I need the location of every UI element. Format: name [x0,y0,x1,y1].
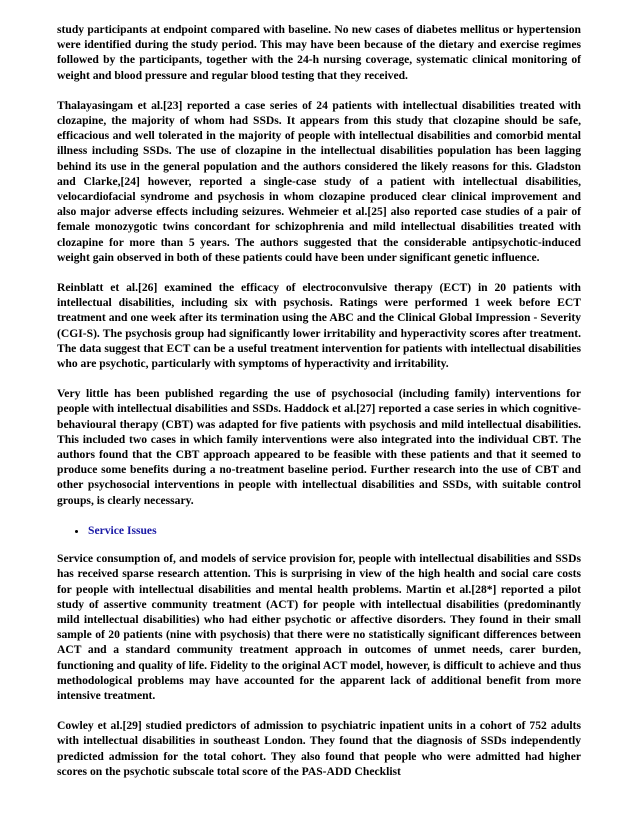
paragraph-ect: Reinblatt et al.[26] examined the efficacy of electroconvulsive therapy (ECT) in 20 patients with intellectual disabilities, including six with psychosis. Ratings were performed 1 week before ECT treatment and one week after its termination using the ABC and the Clinical Global Impression - Severity (CGI-S). The psychosis group had significantly lower irritability and hyperactivity scores after treatment. The data suggest that ECT can be a useful treatment intervention for patients with intellectual disabilities who are psychotic, particularly with symptoms of hyperactivity and irritability. [57,281,581,371]
paragraph-service-consumption: Service consumption of, and models of service provision for, people with intellectual disabilities and SSDs has received sparse research attention. This is surprising in view of the high health and social care costs for people with intellectual disabilities and mental health problems. Martin et al.[28*] reported a pilot study of assertive community treatment (ACT) for people with intellectual disabilities (predominantly mild intellectual disabilities) who had either psychotic or affective disorders. They found in their small sample of 20 patients (nine with psychosis) that there were no statistically significant differences between ACT and a standard community treatment approach in outcomes of unmet needs, carer burden, functioning and quality of life. Fidelity to the original ACT model, however, is difficult to achieve and thus methodological problems may have accounted for the apparent lack of additional benefit from more intensive treatment. [57,552,581,702]
section-list-item [88,523,581,538]
paragraph-diabetes-outcomes: study participants at endpoint compared with baseline. No new cases of diabetes mellitus or hypertension were identified during the study period. This may have been because of the dietary and exercise regimes followed by the participants, together with the 24-h nursing coverage, systematic clinical monitoring of weight and blood pressure and regular blood testing that they received. [57,23,581,82]
section-list [57,523,581,538]
paragraph-clozapine: Thalayasingam et al.[23] reported a case series of 24 patients with intellectual disabilities treated with clozapine, the majority of whom had SSDs. It appears from this study that clozapine should be safe, efficacious and well tolerated in the majority of people with intellectual disabilities and comorbid mental illness including SSDs. The use of clozapine in the intellectual disabilities population has been lagging behind its use in the general population and the authors considered the likely reasons for this. Gladston and Clarke,[24] however, reported a single-case study of a patient with intellectual disabilities, velocardiofacial syndrome and psychosis in whom clozapine produced clear clinical improvement and also major adverse effects including seizures. Wehmeier et al.[25] also reported case studies of a pair of female monozygotic twins concordant for schizophrenia and mild intellectual disabilities treated with clozapine for more than 5 years. The authors suggested that the considerable antipsychotic-induced weight gain observed in both of these patients could have been under significant genetic influence. [57,98,581,264]
service-issues-link[interactable]: Service Issues [88,523,157,537]
paragraph-admission-predictors: Cowley et al.[29] studied predictors of admission to psychiatric inpatient units in a cohort of 752 adults with intellectual disabilities in southeast London. They found that the diagnosis of SSDs independently predicted admission for the total cohort. They also found that people who were admitted had higher scores on the psychotic subscale total score of the PAS-ADD Checklist [57,719,581,778]
paragraph-psychosocial: Very little has been published regarding the use of psychosocial (including family) interventions for people with intellectual disabilities and SSDs. Haddock et al.[27] reported a case series in which cognitive-behavioural therapy (CBT) was adapted for five patients with psychosis and mild intellectual disabilities. This included two cases in which family interventions were also integrated into the individual CBT. The authors found that the CBT approach appeared to be feasible with these patients and that it seemed to produce some benefits during a no-treatment baseline period. Further research into the use of CBT and other psychosocial interventions in people with intellectual disabilities and SSDs, with suitable control groups, is clearly necessary. [57,387,581,507]
